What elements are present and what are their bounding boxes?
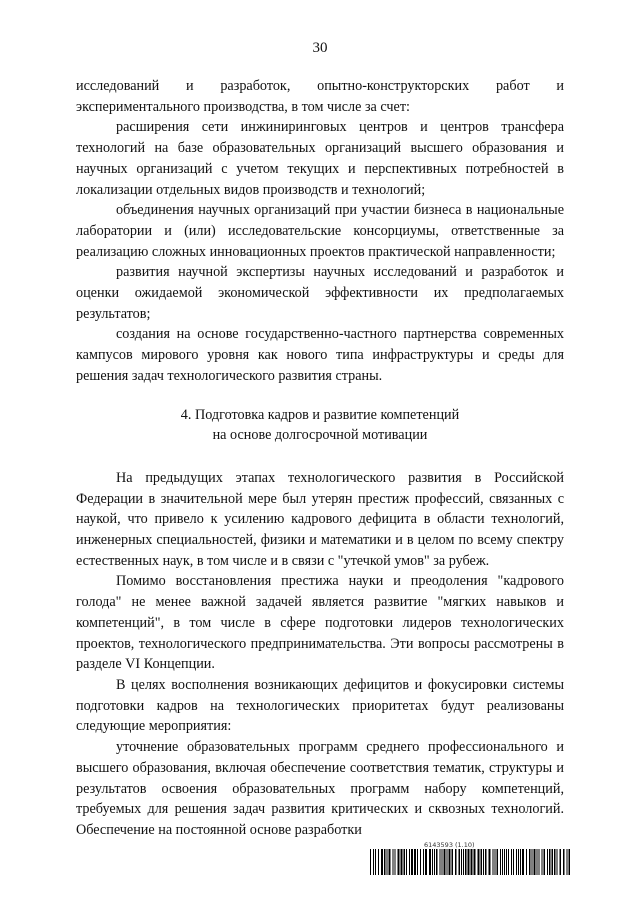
paragraph-measures-intro: В целях восполнения возникающих дефицитов и фокусировки системы подготовки кадров на технологических приоритетах будут реализованы следующие мероприятия: — [76, 676, 564, 735]
section-heading-line-1: 4. Подготовка кадров и развитие компетенций — [180, 406, 460, 423]
list-item-national-labs: объединения научных организаций при участии бизнеса в национальные лаборатории и (или) исследовательские консорциумы, ответственные за реализацию сложных инновационных проектов практической направленности; — [76, 202, 564, 260]
list-item-engineering-centers: расширения сети инжиниринговых центров и центров трансфера технологий на базе образовательных организаций высшего образования и научных организаций с учетом текущих и перспективных потребностей в локализации отдельных видов производств и технологий; — [76, 119, 564, 198]
document-stamp: 6143593 (1.10) — [424, 841, 475, 849]
list-item-campuses: создания на основе государственно-частного партнерства современных кампусов мирового уровня как нового типа инфраструктуры и среды для решения задач технологического развития страны. — [76, 326, 564, 384]
paragraph-soft-skills: Помимо восстановления престижа науки и преодоления "кадрового голода" не менее важной задачей является развитие "мягких навыков и компетенций", в том числе в сфере подготовки лидеров технологических проектов, технологического предпринимательства. Эти вопросы рассмотрены в разделе VI Концепции. — [76, 573, 564, 673]
list-item-expertise: развития научной экспертизы научных исследований и разработок и оценки ожидаемой экономической эффективности их предполагаемых результатов; — [76, 264, 564, 322]
section-heading-line-2: на основе долгосрочной мотивации — [212, 427, 428, 444]
barcode-image — [370, 849, 570, 875]
list-item-programs: уточнение образовательных программ среднего профессионального и высшего образования, включая обеспечение соответствия тематик, структуры и результатов освоения образовательных программ набору компетенций, требуемых для решения задач развития критических и сквозных технологий. Обеспечение на постоянной основе разработки — [76, 739, 564, 838]
paragraph-prestige-loss: На предыдущих этапах технологического развития в Российской Федерации в значительной мере был утерян престиж профессий, связанных с наукой, что привело к усилению кадрового дефицита в области технологий, инженерных специальностей, физики и математики и в целом по всему спектру естественных наук, в том числе и в связи с "утечкой умов" за рубеж. — [76, 469, 564, 569]
page-number: 30 — [312, 40, 328, 56]
paragraph-continuation: исследований и разработок, опытно-конструкторских работ и экспериментального производства, в том числе за счет: — [76, 78, 564, 115]
body-text — [76, 76, 564, 841]
